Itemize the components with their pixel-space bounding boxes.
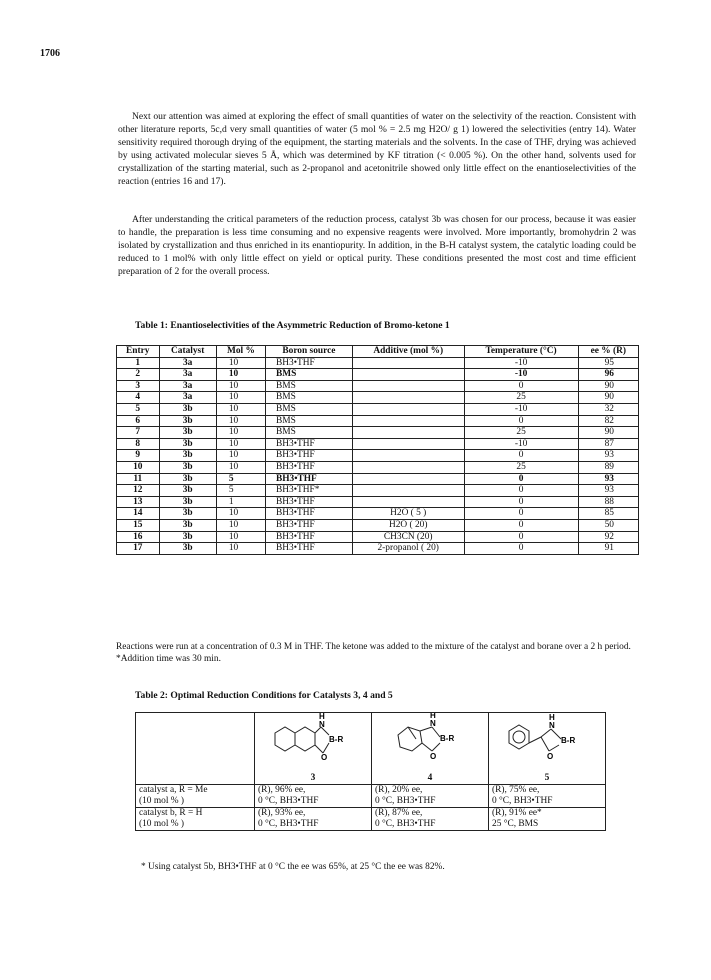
table-row (117, 543, 639, 555)
cell-boron: BH3•THF (266, 519, 353, 531)
cell-catalyst: 3b (159, 438, 216, 450)
cell-additive (352, 369, 464, 381)
cell-temp: 0 (464, 531, 578, 543)
structure-5-number: 5 (544, 773, 550, 783)
cell-boron: BH3•THF* (266, 485, 353, 497)
cell-additive (352, 415, 464, 427)
cell-ee: 93 (578, 485, 638, 497)
svg-text:O: O (321, 753, 328, 762)
header-entry: Entry (117, 346, 160, 358)
cell-catalyst: 3b (159, 415, 216, 427)
cell-mol: 10 (216, 369, 265, 381)
cell-ee: 85 (578, 508, 638, 520)
svg-text:H: H (430, 713, 436, 720)
result-cell: (R), 20% ee, 0 °C, BH3•THF (372, 785, 489, 808)
cell-catalyst: 3b (159, 519, 216, 531)
cell-mol: 10 (216, 531, 265, 543)
cell-temp: -10 (464, 357, 578, 369)
svg-text:N: N (430, 719, 436, 728)
cell-temp: 0 (464, 543, 578, 555)
cell-boron: BMS (266, 369, 353, 381)
cell-additive (352, 380, 464, 392)
table2-row-catalyst-a (136, 785, 606, 808)
result-cell: (R), 75% ee, 0 °C, BH3•THF (489, 785, 606, 808)
cell-entry: 15 (117, 519, 160, 531)
cell-catalyst: 3b (159, 450, 216, 462)
cell-temp: 25 (464, 427, 578, 439)
cell-temp: 0 (464, 519, 578, 531)
svg-text:O: O (430, 752, 437, 761)
table2-footnote: * Using catalyst 5b, BH3•THF at 0 °C the ee was 65%, at 25 °C the ee was 82%. (141, 862, 445, 872)
cell-mol: 10 (216, 519, 265, 531)
table-row (117, 380, 639, 392)
cell-entry: 3 (117, 380, 160, 392)
cell-mol: 10 (216, 450, 265, 462)
cell-additive: CH3CN (20) (352, 531, 464, 543)
cell-ee: 82 (578, 415, 638, 427)
cell-catalyst: 3b (159, 496, 216, 508)
header-catalyst: Catalyst (159, 346, 216, 358)
table-row (117, 496, 639, 508)
table-row (117, 508, 639, 520)
header-boron: Boron source (266, 346, 353, 358)
cell-boron: BH3•THF (266, 496, 353, 508)
cell-temp: -10 (464, 403, 578, 415)
cell-entry: 5 (117, 403, 160, 415)
cell-catalyst: 3b (159, 508, 216, 520)
header-ee: ee % (R) (578, 346, 638, 358)
row-label: catalyst a, R = Me (10 mol % ) (136, 785, 255, 808)
table-row (117, 403, 639, 415)
cell-additive (352, 403, 464, 415)
cell-ee: 93 (578, 450, 638, 462)
table2-caption: Table 2: Optimal Reduction Conditions for Catalysts 3, 4 and 5 (135, 690, 393, 701)
cell-additive (352, 485, 464, 497)
result-cell: (R), 91% ee* 25 °C, BMS (489, 808, 606, 831)
cell-additive (352, 357, 464, 369)
table-row (117, 392, 639, 404)
structure-3 (255, 713, 372, 785)
cell-ee: 90 (578, 392, 638, 404)
cell-boron: BH3•THF (266, 543, 353, 555)
cell-temp: 25 (464, 392, 578, 404)
table1 (116, 345, 639, 555)
cell-entry: 8 (117, 438, 160, 450)
cell-mol: 10 (216, 357, 265, 369)
cell-additive: 2-propanol ( 20) (352, 543, 464, 555)
cell-ee: 87 (578, 438, 638, 450)
table1-footnote: Reactions were run at a concentration of 0.3 M in THF. The ketone was added to the mixture of the catalyst and borane over a 2 h period. *Addition time was 30 min. (116, 642, 631, 664)
table2-structure-row (136, 713, 606, 785)
cell-catalyst: 3a (159, 380, 216, 392)
svg-text:N: N (319, 720, 325, 729)
cell-entry: 11 (117, 473, 160, 485)
cell-additive (352, 473, 464, 485)
cell-entry: 17 (117, 543, 160, 555)
cell-mol: 10 (216, 403, 265, 415)
table-row (117, 450, 639, 462)
cell-ee: 89 (578, 461, 638, 473)
cell-boron: BH3•THF (266, 450, 353, 462)
cell-temp: -10 (464, 369, 578, 381)
cell-mol: 10 (216, 543, 265, 555)
cell-entry: 7 (117, 427, 160, 439)
svg-text:N: N (549, 721, 555, 730)
cell-additive (352, 438, 464, 450)
structure-3-number: 3 (310, 773, 316, 783)
cell-boron: BMS (266, 380, 353, 392)
cell-additive (352, 450, 464, 462)
cell-mol: 10 (216, 427, 265, 439)
cell-catalyst: 3b (159, 543, 216, 555)
table-row (117, 438, 639, 450)
cell-mol: 1 (216, 496, 265, 508)
table-row (117, 427, 639, 439)
cell-ee: 95 (578, 357, 638, 369)
cell-catalyst: 3b (159, 531, 216, 543)
table-row (117, 357, 639, 369)
cell-temp: 0 (464, 450, 578, 462)
cell-additive (352, 461, 464, 473)
table2-empty-cell (136, 713, 255, 785)
cell-entry: 14 (117, 508, 160, 520)
cell-mol: 5 (216, 473, 265, 485)
table-row (117, 485, 639, 497)
cell-mol: 10 (216, 508, 265, 520)
table-row (117, 519, 639, 531)
cell-mol: 5 (216, 485, 265, 497)
cell-temp: 0 (464, 473, 578, 485)
cell-temp: 0 (464, 380, 578, 392)
cell-additive (352, 392, 464, 404)
svg-text:H: H (319, 713, 325, 721)
result-cell: (R), 87% ee, 0 °C, BH3•THF (372, 808, 489, 831)
cell-ee: 90 (578, 427, 638, 439)
cell-catalyst: 3a (159, 392, 216, 404)
header-mol: Mol % (216, 346, 265, 358)
cell-boron: BH3•THF (266, 438, 353, 450)
cell-entry: 1 (117, 357, 160, 369)
cell-ee: 90 (578, 380, 638, 392)
cell-ee: 92 (578, 531, 638, 543)
cell-boron: BH3•THF (266, 508, 353, 520)
catalyst-4-structure-icon (380, 713, 480, 769)
cell-temp: 0 (464, 496, 578, 508)
cell-entry: 16 (117, 531, 160, 543)
table-row (117, 415, 639, 427)
cell-mol: 10 (216, 380, 265, 392)
cell-temp: 0 (464, 485, 578, 497)
cell-temp: 0 (464, 415, 578, 427)
cell-catalyst: 3b (159, 403, 216, 415)
table-row (117, 369, 639, 381)
cell-catalyst: 3b (159, 461, 216, 473)
cell-additive: H2O ( 20) (352, 519, 464, 531)
table1-header-row (117, 346, 639, 358)
cell-temp: -10 (464, 438, 578, 450)
result-cell: (R), 96% ee, 0 °C, BH3•THF (255, 785, 372, 808)
cell-additive: H2O ( 5 ) (352, 508, 464, 520)
cell-mol: 10 (216, 392, 265, 404)
cell-boron: BMS (266, 427, 353, 439)
cell-entry: 10 (117, 461, 160, 473)
row-label: catalyst b, R = H (10 mol % ) (136, 808, 255, 831)
cell-boron: BMS (266, 403, 353, 415)
svg-text:O: O (547, 752, 554, 761)
cell-entry: 2 (117, 369, 160, 381)
cell-catalyst: 3a (159, 369, 216, 381)
catalyst-5-structure-icon (497, 713, 597, 769)
cell-boron: BMS (266, 392, 353, 404)
cell-boron: BH3•THF (266, 461, 353, 473)
cell-mol: 10 (216, 415, 265, 427)
cell-additive (352, 427, 464, 439)
cell-entry: 13 (117, 496, 160, 508)
header-additive: Additive (mol %) (352, 346, 464, 358)
cell-temp: 0 (464, 508, 578, 520)
page-number: 1706 (40, 48, 60, 59)
result-cell: (R), 93% ee, 0 °C, BH3•THF (255, 808, 372, 831)
header-temperature: Temperature (°C) (464, 346, 578, 358)
table1-caption: Table 1: Enantioselectivities of the Asymmetric Reduction of Bromo-ketone 1 (135, 320, 450, 331)
cell-mol: 10 (216, 461, 265, 473)
svg-text:B-R: B-R (440, 734, 455, 743)
cell-catalyst: 3b (159, 473, 216, 485)
cell-entry: 6 (117, 415, 160, 427)
cell-boron: BMS (266, 415, 353, 427)
svg-text:B-R: B-R (329, 735, 344, 744)
cell-boron: BH3•THF (266, 531, 353, 543)
table-row (117, 531, 639, 543)
table-row (117, 461, 639, 473)
structure-4 (372, 713, 489, 785)
cell-entry: 9 (117, 450, 160, 462)
cell-ee: 50 (578, 519, 638, 531)
svg-text:B-R: B-R (561, 736, 576, 745)
cell-ee: 88 (578, 496, 638, 508)
cell-entry: 12 (117, 485, 160, 497)
cell-boron: BH3•THF (266, 357, 353, 369)
paragraph-water-effect: Next our attention was aimed at exploring the effect of small quantities of water on the selectivity of the reaction. Consistent with other literature reports, 5c,d very small quantities of water (5 mol % = 2.5 mg H2O/ g 1) lowered the selectivities (entry 14). Water sensitivity required thorough drying of the equipment, the starting materials and the solvents. In the case of THF, drying was achieved by using activated molecular sieves 5 Å, which was determined by KF titration (< 0.005 %). On the other hand, solvents used for crystallization of the starting material, such as 2-propanol and acetonitrile showed only little effect on the enantioselectivities of the reaction (entries 16 and 17). (118, 111, 636, 187)
cell-ee: 32 (578, 403, 638, 415)
cell-entry: 4 (117, 392, 160, 404)
table2-row-catalyst-b (136, 808, 606, 831)
structure-4-number: 4 (427, 773, 433, 783)
catalyst-3-structure-icon (263, 713, 363, 769)
cell-boron: BH3•THF (266, 473, 353, 485)
cell-catalyst: 3b (159, 427, 216, 439)
table-row (117, 473, 639, 485)
cell-additive (352, 496, 464, 508)
svg-text:H: H (549, 713, 555, 722)
structure-5 (489, 713, 606, 785)
cell-temp: 25 (464, 461, 578, 473)
cell-mol: 10 (216, 438, 265, 450)
cell-catalyst: 3a (159, 357, 216, 369)
cell-ee: 96 (578, 369, 638, 381)
cell-catalyst: 3b (159, 485, 216, 497)
cell-ee: 91 (578, 543, 638, 555)
cell-ee: 93 (578, 473, 638, 485)
table2 (135, 712, 606, 831)
paragraph-catalyst-choice: After understanding the critical parameters of the reduction process, catalyst 3b was chosen for our process, because it was easier to handle, the preparation is less time consuming and no expensive reagents were involved. More importantly, bromohydrin 2 was isolated by crystallization and thus enriched in its enantiopurity. In addition, in the B-H catalyst system, the catalytic loading could be reduced to 1 mol% with only little effect on yield or optical purity. These conditions presented the most cost and time efficient preparation of 2 for the overall process. (118, 214, 636, 277)
